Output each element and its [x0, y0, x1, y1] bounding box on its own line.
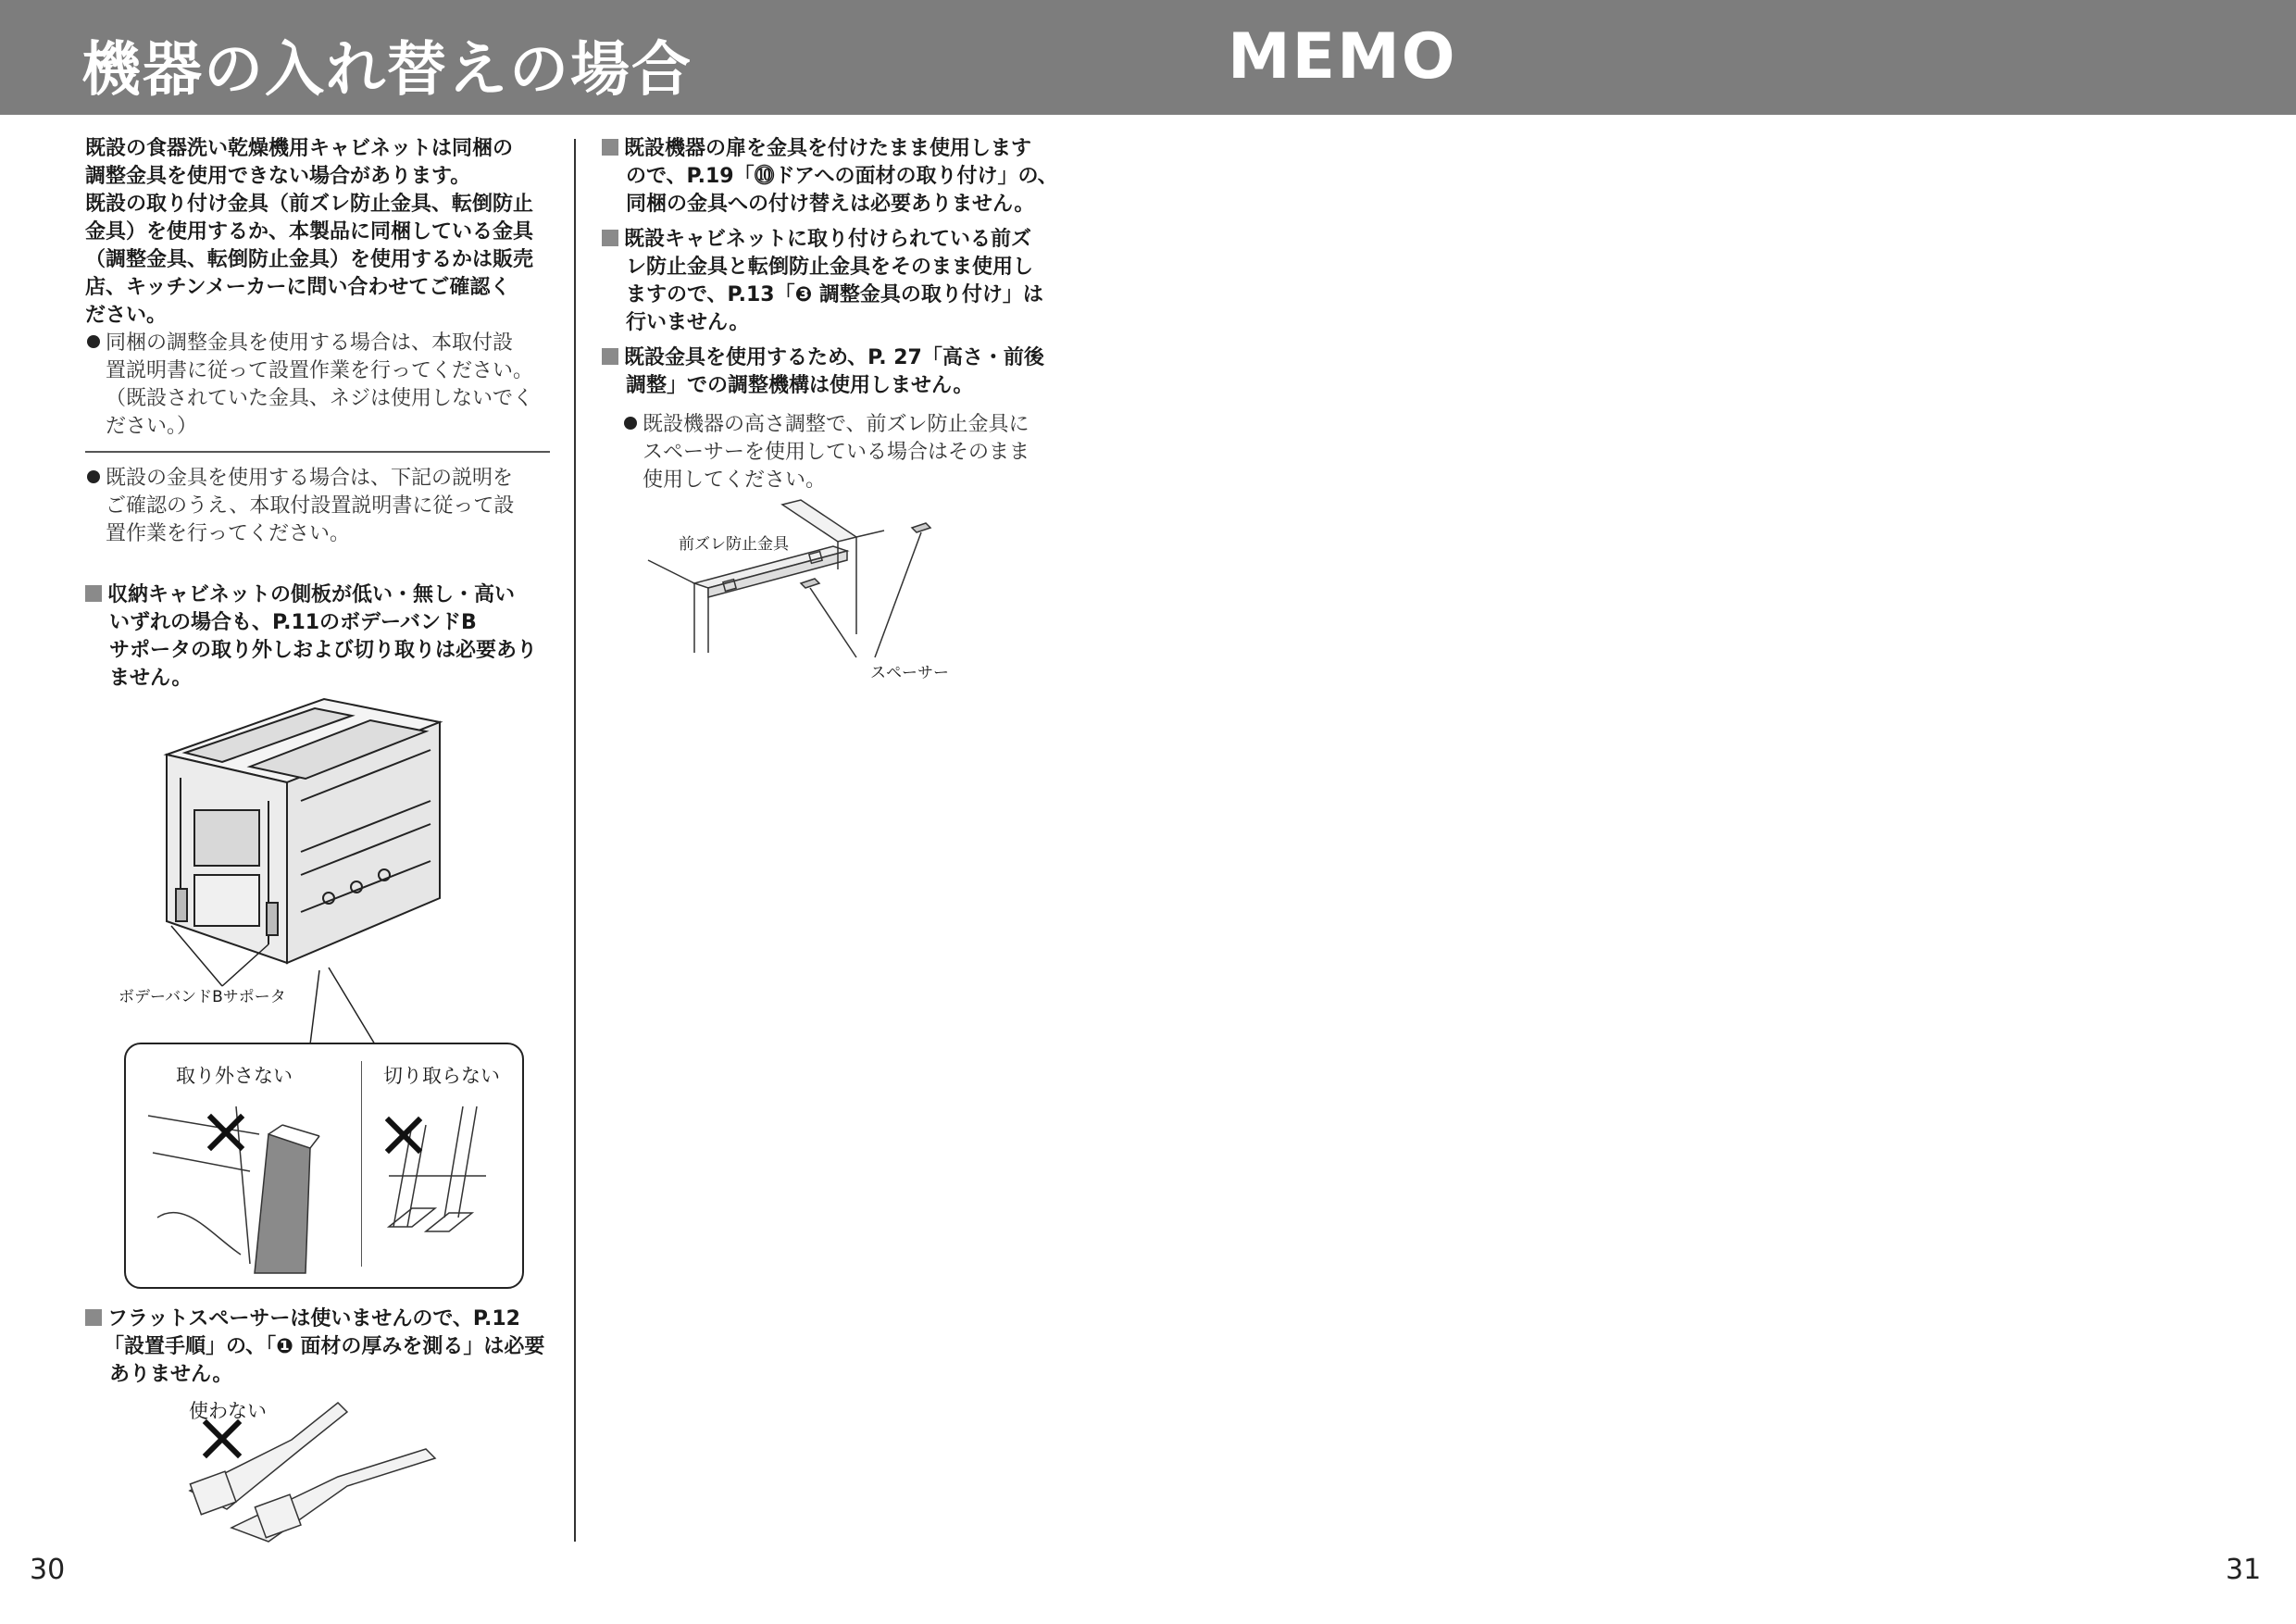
item-line: 調整」での調整機構は使用しません。 [626, 374, 974, 397]
intro-line: 既設の食器洗い乾燥機用キャビネットは同梱の [85, 137, 514, 160]
item-line: 同梱の金具への付け替えは必要ありません。 [626, 193, 1035, 216]
callout-divider [361, 1061, 362, 1267]
note-spacer [624, 411, 1029, 494]
intro-line: （調整金具、転倒防止金具）を使用するかは販売 [85, 248, 534, 271]
memo-title: MEMO [1228, 20, 1457, 94]
item-line: フラットスペーサーは使いませんので、P.12 [107, 1307, 520, 1330]
intro-line: 既設の取り付け金具（前ズレ防止金具、転倒防止 [85, 193, 534, 216]
page-title: 機器の入れ替えの場合 [81, 36, 693, 105]
item-existing-brackets [602, 226, 1043, 337]
intro-line: 店、キッチンメーカーに問い合わせてご確認く [85, 276, 511, 299]
note-line: スペーサーを使用している場合はそのまま [643, 441, 1030, 464]
front-slip-bracket-label: 前ズレ防止金具 [679, 535, 789, 554]
item-line: 行いません。 [626, 311, 750, 334]
spacer-label: スペーサー [870, 664, 949, 682]
item-line: 「設置手順」の、「❶ 面材の厚みを測る」は必要 [104, 1335, 545, 1358]
do-not-cut-illustration [370, 1097, 509, 1236]
page-number-right: 31 [2226, 1554, 2262, 1586]
item-line: 収納キャビネットの側板が低い・無し・高い [107, 583, 516, 606]
column-divider [574, 139, 576, 1542]
note-line: （既設されていた金具、ネジは使用しないでく [106, 387, 534, 410]
item-line: 既設キャビネットに取り付けられている前ズ [624, 228, 1032, 251]
bodyband-b-supporter-label: ボデーバンドBサポータ [119, 988, 286, 1006]
item-line: ありません。 [109, 1363, 233, 1386]
flat-spacer-illustration [181, 1393, 444, 1542]
square-bullet-icon [602, 139, 618, 156]
note-line: 同梱の調整金具を使用する場合は、本取付設 [106, 331, 514, 355]
item-line: ので、P.19「⓾ドアへの面材の取り付け」の、 [626, 165, 1058, 188]
bullet-icon [624, 417, 637, 430]
do-not-cut-label: 切り取らない [383, 1065, 500, 1087]
intro-line: 調整金具を使用できない場合があります。 [85, 165, 471, 188]
note-line: 置説明書に従って設置作業を行ってください。 [106, 359, 534, 382]
do-not-remove-label: 取り外さない [176, 1065, 293, 1087]
note-line: ださい。） [106, 415, 198, 438]
note-line: 既設機器の高さ調整で、前ズレ防止金具に [643, 413, 1029, 436]
square-bullet-icon [602, 348, 618, 365]
note-line: ご確認のうえ、本取付設置説明書に従って設 [106, 494, 515, 518]
item-line: ません。 [109, 667, 193, 690]
item-existing-door [602, 135, 1058, 219]
item-line: 既設機器の扉を金具を付けたまま使用します [624, 137, 1032, 160]
item-line: ますので、P.13「❸ 調整金具の取り付け」は [626, 283, 1043, 306]
note-line: 置作業を行ってください。 [106, 522, 351, 545]
do-not-remove-illustration [148, 1097, 352, 1273]
note-line: 使用してください。 [643, 468, 827, 492]
bracket-spacer-illustration [639, 495, 954, 662]
square-bullet-icon [85, 1309, 102, 1326]
item-flat-spacer [85, 1305, 544, 1389]
page-number-left: 30 [30, 1554, 66, 1586]
note-line: 既設の金具を使用する場合は、下記の説明を [106, 467, 514, 490]
intro-line: 金具）を使用するか、本製品に同梱している金具 [85, 220, 534, 244]
not-used-label: 使わない [189, 1400, 267, 1422]
item-height-adjust [602, 344, 1044, 400]
square-bullet-icon [602, 230, 618, 246]
intro-line: ださい。 [85, 304, 168, 327]
item-line: レ防止金具と転倒防止金具をそのまま使用し [626, 256, 1034, 279]
item-line: いずれの場合も、P.11のボデーバンドB [109, 611, 477, 634]
item-line: サポータの取り外しおよび切り取りは必要あり [109, 639, 538, 662]
item-line: 既設金具を使用するため、P. 27「高さ・前後 [624, 346, 1044, 369]
